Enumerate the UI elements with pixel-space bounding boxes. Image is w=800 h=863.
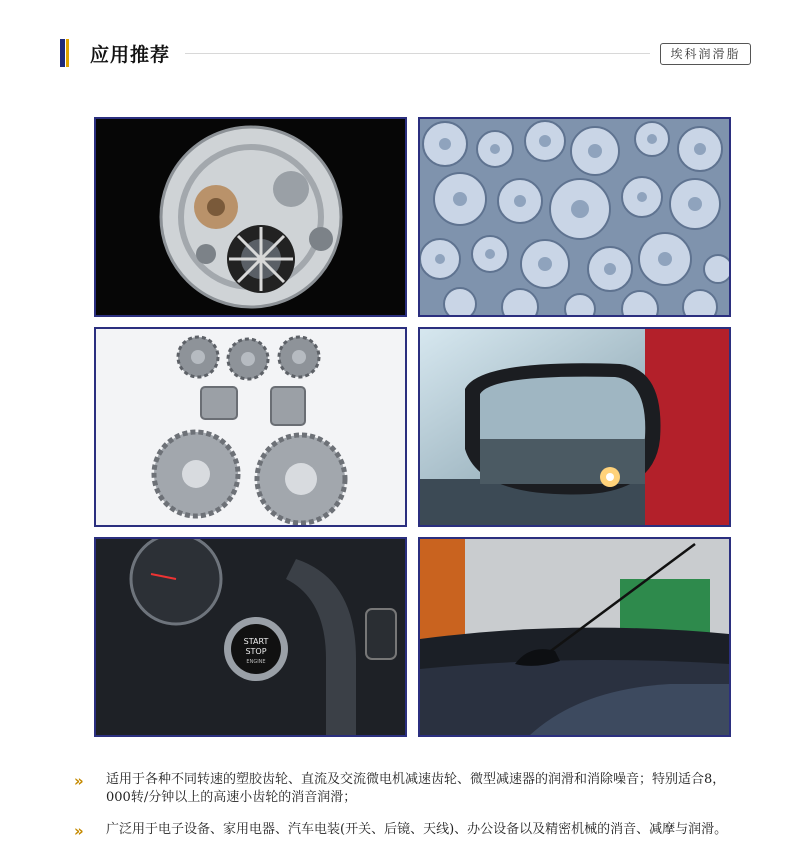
section-title: 应用推荐	[90, 44, 171, 66]
bullet-icon: »	[74, 772, 81, 790]
header-divider	[185, 53, 650, 54]
photo-car-mirror	[418, 327, 731, 527]
description-paragraph: 适用于各种不同转速的塑胶齿轮、直流及交流微电机减速齿轮、微型减速器的润滑和消除噪音；特别适合8，000转/分钟以上的高速小齿轮的消音润滑；	[106, 772, 726, 805]
header-accent-gold	[66, 39, 69, 67]
photo-roof-antenna	[418, 537, 731, 737]
svg-text:START: START	[243, 637, 269, 646]
header-accent-blue	[60, 39, 65, 67]
svg-text:ENGINE: ENGINE	[246, 659, 266, 665]
bullet-icon: »	[74, 822, 81, 840]
brand-logo: 埃科润滑脂	[660, 43, 751, 65]
photo-powder-metal-gears	[94, 327, 407, 527]
photo-plastic-gears	[418, 117, 731, 317]
description-paragraph: 广泛用于电子设备、家用电器、汽车电装(开关、后镜、天线)、办公设备以及精密机械的消音、减摩与润滑。	[106, 822, 728, 837]
photo-watch-movement	[94, 117, 407, 317]
svg-text:STOP: STOP	[245, 647, 267, 656]
photo-start-stop-button	[94, 537, 407, 737]
